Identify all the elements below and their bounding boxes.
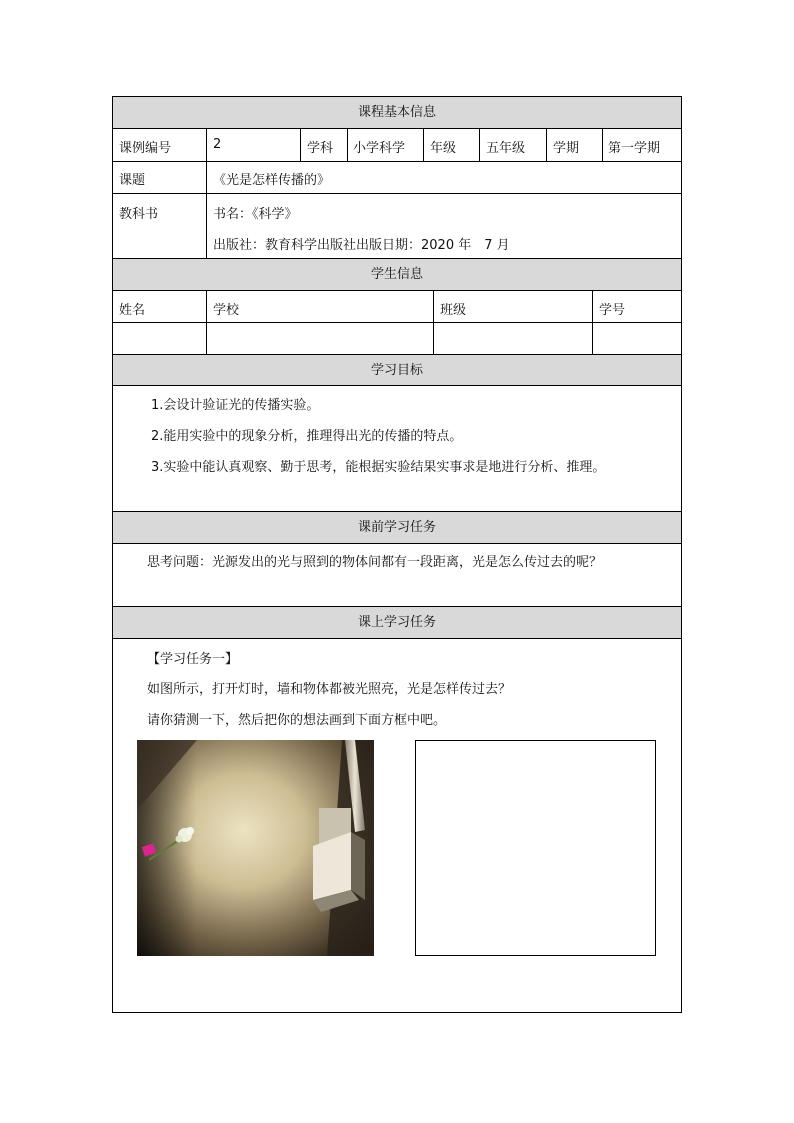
- column-divider: [206, 129, 207, 258]
- grade-value: 五年级: [486, 141, 526, 156]
- grade-label: 年级: [430, 141, 457, 156]
- task-instruction-1: 如图所示，打开灯时，墙和物体都被光照亮，光是怎样传过去？: [147, 682, 512, 697]
- id-label: 学号: [599, 303, 626, 318]
- column-divider: [347, 129, 348, 161]
- class-input[interactable]: [434, 323, 591, 353]
- subject-value: 小学科学: [353, 141, 406, 156]
- topic-label: 课题: [119, 173, 146, 188]
- column-divider: [423, 129, 424, 161]
- term-value: 第一学期: [608, 141, 661, 156]
- school-label: 学校: [213, 303, 240, 318]
- column-divider: [479, 129, 480, 161]
- row-divider: [113, 193, 681, 194]
- goal-item-3: 3.实验中能认真观察、勤于思考，能根据实验结果实事求是地进行分析、推理。: [151, 460, 606, 475]
- book-name: 书名：《科学》: [213, 207, 298, 222]
- subject-label: 学科: [307, 141, 334, 156]
- column-divider: [300, 129, 301, 161]
- worksheet-table: [112, 96, 682, 1013]
- textbook-label: 教科书: [119, 207, 159, 222]
- name-input[interactable]: [114, 323, 205, 353]
- name-label: 姓名: [119, 303, 146, 318]
- class-label: 班级: [440, 303, 467, 318]
- goal-item-1: 1.会设计验证光的传播实验。: [151, 398, 320, 413]
- school-input[interactable]: [207, 323, 432, 353]
- lamp-wall-photo: [137, 740, 374, 956]
- case-no-value: 2: [213, 137, 222, 152]
- case-no-label: 课例编号: [119, 141, 172, 156]
- column-divider: [602, 129, 603, 161]
- drawing-answer-box[interactable]: [415, 740, 656, 956]
- task-instruction-2: 请你猜测一下，然后把你的想法画到下面方框中吧。: [147, 713, 447, 728]
- pre-class-header: 课前学习任务: [113, 511, 681, 544]
- goal-item-2: 2.能用实验中的现象分析，推理得出光的传播的特点。: [151, 429, 463, 444]
- row-divider: [113, 161, 681, 162]
- column-divider: [546, 129, 547, 161]
- goals-header: 学习目标: [113, 354, 681, 386]
- course-info-header: 课程基本信息: [113, 97, 681, 129]
- topic-value: 《光是怎样传播的》: [213, 173, 331, 188]
- pre-class-question: 思考问题：光源发出的光与照到的物体间都有一段距离，光是怎么传过去的呢？: [147, 555, 603, 570]
- in-class-header: 课上学习任务: [113, 606, 681, 639]
- task-title: 【学习任务一】: [147, 652, 239, 667]
- publisher-info: 出版社：教育科学出版社出版日期：2020 年 7 月: [213, 238, 510, 253]
- id-input[interactable]: [593, 323, 681, 353]
- term-label: 学期: [553, 141, 580, 156]
- student-info-header: 学生信息: [113, 258, 681, 291]
